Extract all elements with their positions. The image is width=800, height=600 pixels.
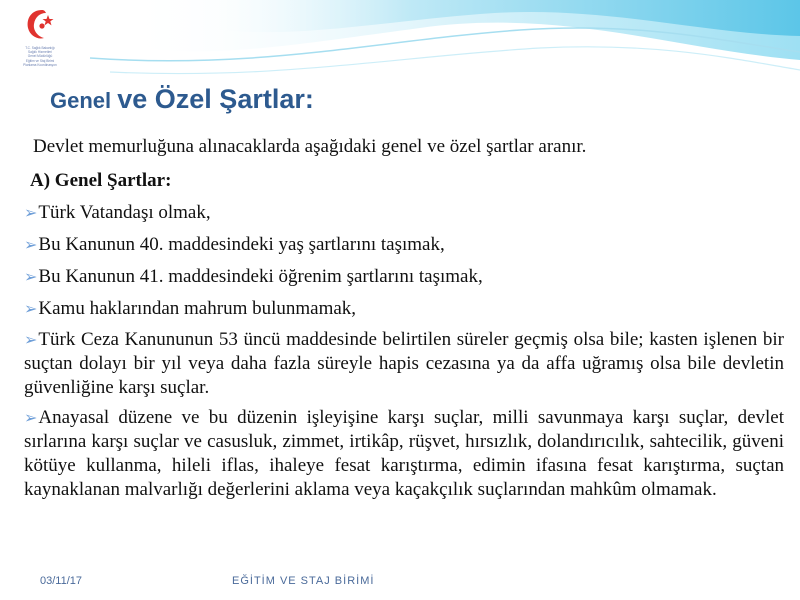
list-item: [24, 406, 784, 502]
list-item: [24, 200, 784, 226]
footer-unit: EĞİTİM VE STAJ BİRİMİ: [232, 575, 375, 587]
footer-date: 03/11/17: [40, 575, 83, 587]
logo-line: Planlama Koordinasyon: [23, 62, 57, 67]
list-item-text: Bu Kanunun 41. maddesindeki öğrenim şartlarını taşımak,: [38, 266, 483, 287]
list-item: [24, 296, 784, 322]
list-item: [24, 232, 784, 258]
title-part-1: Genel: [50, 88, 118, 113]
bullet-list: [24, 200, 784, 508]
list-item-text: Kamu haklarından mahrum bulunmamak,: [38, 298, 357, 319]
logo-line: Sağlık Hizmetleri: [28, 50, 52, 55]
arrow-bullet-icon: ➢: [24, 203, 38, 222]
section-heading: A) Genel Şartlar:: [30, 170, 172, 191]
logo-line: T.C. Sağlık Bakanlığı: [25, 46, 55, 50]
arrow-bullet-icon: ➢: [24, 408, 38, 427]
arrow-bullet-icon: ➢: [24, 267, 38, 286]
slide-title: [50, 84, 314, 115]
logo: [4, 6, 80, 68]
arrow-bullet-icon: ➢: [24, 299, 38, 318]
title-part-2: ve Özel Şartlar:: [117, 84, 314, 114]
arrow-bullet-icon: ➢: [24, 330, 38, 349]
logo-text: [10, 46, 70, 67]
logo-icon: [4, 6, 80, 46]
list-item-text: Türk Ceza Kanununun 53 üncü maddesinde belirtilen süreler geçmiş olsa bile; kasten işlenen bir suçtan dolayı bir yıl veya daha fazla süreyle hapis cezasına ya da affa uğramış olsa bile devletin güvenliğine karşı suçlar.: [24, 329, 784, 398]
list-item-text: Türk Vatandaşı olmak,: [38, 202, 211, 223]
list-item-text: Bu Kanunun 40. maddesindeki yaş şartlarını taşımak,: [38, 234, 445, 255]
logo-line: Genel Müdürlüğü: [27, 54, 53, 59]
intro-text: Devlet memurluğuna alınacaklarda aşağıdaki genel ve özel şartlar aranır.: [33, 136, 587, 157]
list-item-text: Anayasal düzene ve bu düzenin işleyişine karşı suçlar, milli savunmaya karşı suçlar, devlet sırlarına karşı suçlar ve casusluk, zimmet, irtikâp, rüşvet, hırsızlık, dolandırıcılık, sahtecilik, güveni kötüye kullanma, hileli iflas, ihaleye fesat karıştırma, edimin ifasına fesat karıştırma, suçtan kaynaklanan malvarlığı değerlerini aklama veya kaçakçılık suçlarından mahkûm olmamak.: [24, 407, 784, 500]
list-item: [24, 264, 784, 290]
arrow-bullet-icon: ➢: [24, 235, 38, 254]
list-item: [24, 328, 784, 400]
logo-line: Eğitim ve Staj Birimi: [25, 58, 55, 63]
